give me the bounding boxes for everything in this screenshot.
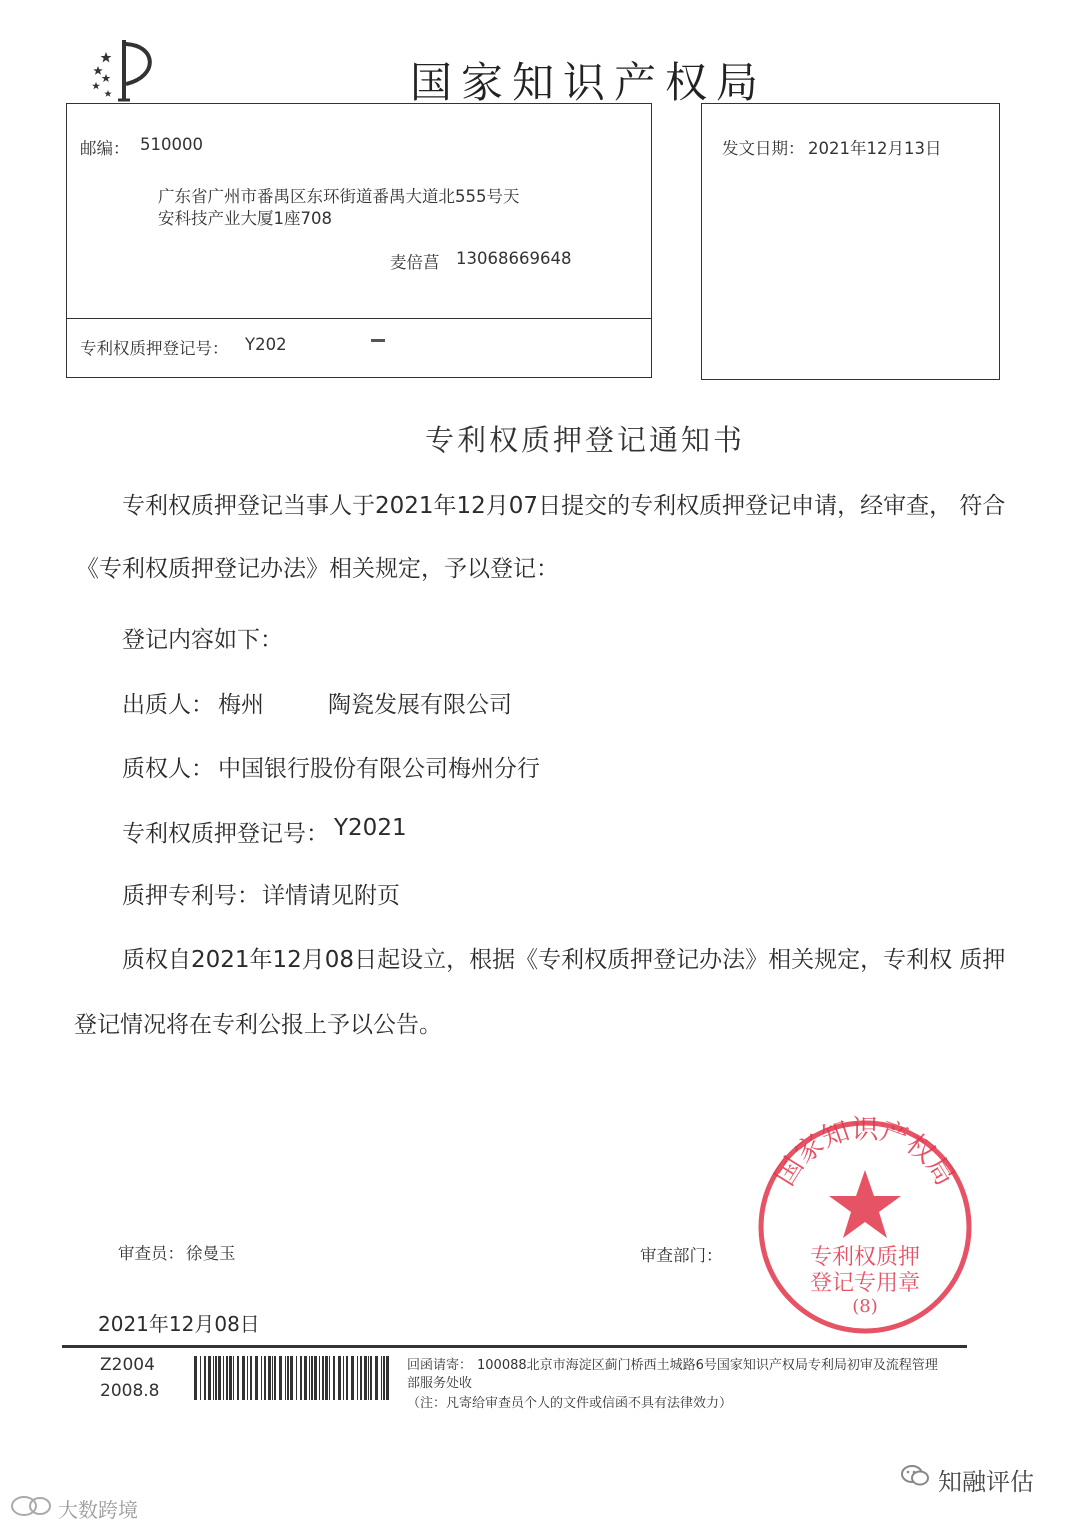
barcode-bar <box>325 1356 328 1400</box>
barcode-bar <box>233 1356 234 1400</box>
barcode-bar <box>370 1356 372 1400</box>
address-line2: 安科技产业大厦1座708 <box>158 209 332 228</box>
patent-no-label: 质押专利号： <box>122 883 260 909</box>
barcode-bar <box>204 1356 206 1400</box>
reg-no-partial-header: Y202 <box>245 335 287 354</box>
wechat-icon <box>900 1463 930 1489</box>
wechat-logo-icon <box>10 1494 54 1518</box>
reg-no-label: 专利权质押登记号： <box>122 821 329 847</box>
barcode-bar <box>200 1356 201 1400</box>
address-line1: 广东省广州市番禺区东环街道番禺大道北555号天 <box>158 187 520 206</box>
issue-date-label: 发文日期： <box>722 139 805 158</box>
examiner: 徐曼玉 <box>186 1244 236 1263</box>
paragraph1-line1: 专利权质押登记当事人于2021年12月07日提交的专利权质押登记申请，经审查， 符合 <box>122 493 1006 519</box>
barcode-bar <box>300 1356 302 1400</box>
footer-rule <box>62 1345 967 1348</box>
barcode-bar <box>208 1356 211 1400</box>
paragraph2-line1: 质权自2021年12月08日起设立，根据《专利权质押登记办法》相关规定，专利权 质押 <box>122 947 1006 973</box>
barcode-bar <box>279 1356 282 1400</box>
barcode-icon <box>192 1354 392 1402</box>
barcode-bar <box>296 1356 297 1400</box>
document-title: 专利权质押登记通知书 <box>424 423 745 457</box>
issue-date: 2021年12月13日 <box>808 139 942 158</box>
office-name: 国家知识产权局 <box>410 58 768 107</box>
barcode-bar <box>290 1356 293 1400</box>
signature-date: 2021年12月08日 <box>98 1312 260 1336</box>
barcode-bar <box>226 1356 228 1400</box>
return-address-line1: 100088北京市海淀区蓟门桥西土城路6号国家知识产权局专利局初审及流程管理 <box>477 1358 938 1373</box>
barcode-bar <box>250 1356 252 1400</box>
pledgor-label: 出质人： <box>122 692 214 718</box>
barcode-bar <box>223 1356 224 1400</box>
barcode-bar <box>322 1356 324 1400</box>
barcode-bar <box>285 1356 286 1400</box>
barcode-bar <box>329 1356 330 1400</box>
barcode-bar <box>194 1356 197 1400</box>
postcode: 510000 <box>140 135 203 154</box>
barcode-bar <box>346 1356 348 1400</box>
pledgee: 中国银行股份有限公司梅州分行 <box>218 756 540 782</box>
postcode-label: 邮编： <box>80 139 130 158</box>
barcode-bar <box>242 1356 245 1400</box>
legal-note: （注：凡寄给审查员个人的文件或信函不具有法律效力） <box>407 1396 733 1411</box>
barcode-bar <box>364 1356 367 1400</box>
barcode-bar <box>268 1356 271 1400</box>
address-box-divider <box>66 318 652 319</box>
official-seal-icon <box>750 1112 980 1342</box>
pledgor-suffix: 陶瓷发展有限公司 <box>328 692 512 718</box>
barcode-bar <box>338 1356 341 1400</box>
barcode-bar <box>386 1356 389 1400</box>
barcode-bar <box>311 1356 313 1400</box>
barcode-bar <box>333 1356 335 1400</box>
barcode-bar <box>360 1356 362 1400</box>
watermark-right: 知融评估 <box>938 1468 1034 1496</box>
return-address-line2: 部服务处收 <box>407 1376 473 1391</box>
barcode-bar <box>264 1356 266 1400</box>
redaction-artifact <box>371 339 385 342</box>
seal-line1: 专利权质押 <box>809 1245 921 1270</box>
paragraph2-line2: 登记情况将在专利公报上予以公告。 <box>74 1012 442 1038</box>
barcode-bar <box>381 1356 382 1400</box>
barcode-bar <box>215 1356 217 1400</box>
barcode-bar <box>375 1356 378 1400</box>
form-code: Z2004 <box>100 1355 155 1375</box>
barcode-bar <box>368 1356 369 1400</box>
paragraph1-line2: 《专利权质押登记办法》相关规定，予以登记： <box>76 556 559 582</box>
contact-phone: 13068669648 <box>456 249 572 268</box>
seal-number: (8) <box>852 1296 878 1317</box>
barcode-bar <box>351 1356 354 1400</box>
barcode-bar <box>229 1356 232 1400</box>
barcode-bar <box>314 1356 317 1400</box>
pledgor-prefix: 梅州 <box>218 692 264 718</box>
reg-no-label-header: 专利权质押登记号： <box>80 339 229 358</box>
watermark-left: 大数跨境 <box>58 1498 138 1522</box>
patent-no: 详情请见附页 <box>262 883 400 909</box>
dept-label: 审查部门： <box>640 1246 723 1265</box>
barcode-bar <box>272 1356 273 1400</box>
barcode-bar <box>304 1356 307 1400</box>
barcode-bar <box>213 1356 214 1400</box>
barcode-bar <box>343 1356 344 1400</box>
barcode-bar <box>247 1356 248 1400</box>
examiner-label: 审查员： <box>118 1244 184 1263</box>
barcode-bar <box>357 1356 358 1400</box>
barcode-bar <box>309 1356 310 1400</box>
seal-line2: 登记专用章 <box>809 1271 921 1296</box>
barcode-bar <box>287 1356 289 1400</box>
pledgee-label: 质权人： <box>122 756 214 782</box>
seal-org-text: 国家知识产权局 <box>769 1114 961 1192</box>
barcode-bar <box>255 1356 258 1400</box>
cnipa-logo-icon <box>84 36 164 106</box>
reg-no-partial: Y2021 <box>334 815 407 841</box>
barcode-bar <box>383 1356 385 1400</box>
barcode-bar <box>237 1356 239 1400</box>
content-intro: 登记内容如下： <box>122 627 283 653</box>
barcode-bar <box>218 1356 221 1400</box>
form-version: 2008.8 <box>100 1381 160 1401</box>
return-label: 回函请寄： <box>407 1358 473 1373</box>
contact-name: 麦倍菖 <box>390 253 440 272</box>
barcode-bar <box>261 1356 262 1400</box>
barcode-bar <box>319 1356 320 1400</box>
barcode-bar <box>274 1356 276 1400</box>
